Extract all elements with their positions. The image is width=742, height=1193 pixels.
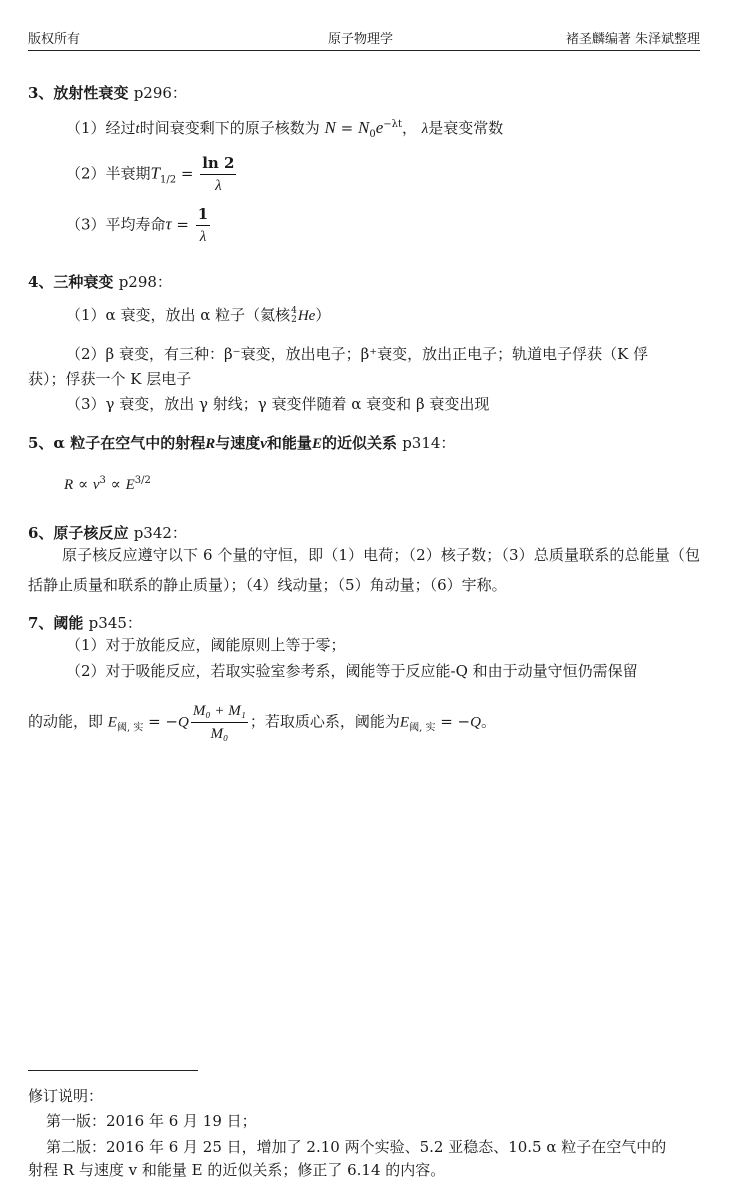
section-7-item-2: （2）对于吸能反应，若取实验室参考系，阈能等于反应能-Q 和由于动量守恒仍需保留 [66,662,638,680]
threshold-eq-1: = − [143,712,179,731]
threshold-E-lab: E [107,714,117,731]
s4-i1-pre: （1）α 衰变，放出 α 粒子（氦核 [66,306,291,324]
lifetime-num: 1 [196,203,210,226]
helium-symbol: He [297,308,316,324]
s5-title-E: E [311,436,322,452]
section-4-item-1 [66,300,330,331]
decay-N0: N [357,118,370,137]
section-4-item-2-line-1: （2）β 衰变，有三种：β⁻衰变，放出电子；β⁺衰变，放出正电子；轨道电子俘获（K 俘 [66,345,649,363]
s3-i3-pre: （3）平均寿命 [66,215,166,234]
s5-title-R: R [205,436,216,452]
s5-title-v: v [260,436,267,452]
section-7-threshold-line [28,700,496,745]
threshold-fraction [191,700,248,745]
s7-l3-pre: 的动能，即 [28,712,104,731]
threshold-E-cm: E [399,714,410,731]
half-life-den: λ [215,178,222,194]
decay-N: N [324,118,336,137]
s5-title-a: 5、α 粒子在空气中的射程 [28,434,206,452]
section-7-title: 7、阈能 [28,614,84,632]
threshold-eq-2: = − [435,712,471,731]
section-4-ref: p298： [118,273,172,291]
lifetime-tau: τ [165,214,172,234]
threshold-Q-2: Q [470,714,481,731]
threshold-Q-1: Q [178,714,189,731]
header-left: 版权所有 [28,32,81,47]
s3-i1-t: t [135,121,140,137]
half-life-sub: 1/2 [160,174,177,186]
section-4-heading [28,271,172,292]
section-4-item-2-line-2: 获）；俘获一个 K 层电子 [28,370,192,388]
footnote-title: 修订说明： [28,1087,104,1105]
header-center: 原子物理学 [328,32,394,47]
section-7-ref: p345： [88,614,142,632]
range-prop-1: ∝ [73,475,93,493]
s3-i2-pre: （2）半衰期 [66,164,151,183]
half-life-fraction [200,152,236,197]
footnote-version-2-line-2: 射程 R 与速度 v 和能量 E 的近似关系；修正了 6.14 的内容。 [28,1161,446,1179]
footnote-rule [28,1070,198,1071]
s5-title-b: 与速度 [215,434,261,452]
section-5-ref: p314： [402,434,456,452]
lifetime-eq: = [171,215,194,234]
s4-i1-post: ） [315,306,331,324]
helium-mass-number: 4 [291,306,297,316]
section-6-title: 6、原子核反应 [28,524,129,542]
helium-atomic-number: 2 [291,315,297,325]
decay-N0-sub: 0 [369,129,376,140]
section-7-item-1: （1）对于放能反应，阈能原则上等于零； [66,636,346,654]
decay-eq: = [335,119,358,137]
threshold-num: M₀ + M₁ [191,700,248,723]
decay-e: e [375,118,384,137]
header-rule [28,50,700,51]
range-v-exp: 3 [99,475,106,486]
range-R: R [64,477,74,493]
threshold-E-cm-sub: 阈, 实 [409,722,436,734]
lifetime-den: λ [199,229,207,245]
section-6-body: 原子核反应遵守以下 6 个量的守恒，即（1）电荷；（2）核子数；（3）总质量联系的总能量（包括静止质量和联系的静止质量）；（4）线动量；（5）角动量；（6）宇称。 [28,546,700,594]
half-life-num: ln 2 [200,152,236,175]
range-prop-2: ∝ [105,475,126,493]
decay-exp: −λt [383,119,402,130]
range-E-exp: 3/2 [134,475,151,486]
section-5-heading [28,432,455,453]
s7-l3-mid: ；若取质心系，阈能为 [249,712,400,731]
header-right: 褚圣麟编著 朱泽斌整理 [565,32,700,47]
s5-title-c: 和能量 [266,434,312,452]
section-3-heading [28,82,187,103]
section-3-item-1: （1）经过t时间衰变剩下的原子核数为 $N = N_0e^{-\lambda t}$， λ是衰变常数 [66,118,504,140]
range-v: v [92,477,100,493]
s3-i1-lambda: λ [421,121,429,137]
section-3-title: 3、放射性衰变 [28,84,129,102]
s5-title-d: 的近似关系 [321,434,397,452]
range-formula [64,466,151,500]
section-3-ref: p296： [133,84,187,102]
half-life-eq: = [176,164,199,183]
s3-i1-pre: （1）经过 [66,119,136,137]
footnote-version-2-line-1: 第二版：2016 年 6 月 25 日，增加了 2.10 两个实验、5.2 亚稳态、10.5 α 粒子在空气中的 [46,1138,667,1156]
s3-i1-post: 是衰变常数 [428,119,504,137]
range-E: E [125,477,135,493]
helium-isotope-scripts [291,307,297,325]
footnote-version-1: 第一版：2016 年 6 月 19 日； [46,1112,257,1130]
s7-l3-end: 。 [480,712,496,731]
threshold-E-lab-sub: 阈, 实 [116,722,144,734]
section-4-item-3: （3）γ 衰变，放出 γ 射线；γ 衰变伴随着 α 衰变和 β 衰变出现 [66,395,490,413]
s3-i1-mid: 时间衰变剩下的原子核数为 [139,119,320,137]
section-4-title: 4、三种衰变 [28,273,114,291]
section-6-ref: p342： [133,524,187,542]
threshold-den: M₀ [210,726,229,742]
half-life-T: T [150,163,161,183]
section-3-item-2 [66,152,238,197]
lifetime-fraction [196,203,210,248]
section-3-item-3 [66,203,212,248]
decay-formula [324,118,402,140]
